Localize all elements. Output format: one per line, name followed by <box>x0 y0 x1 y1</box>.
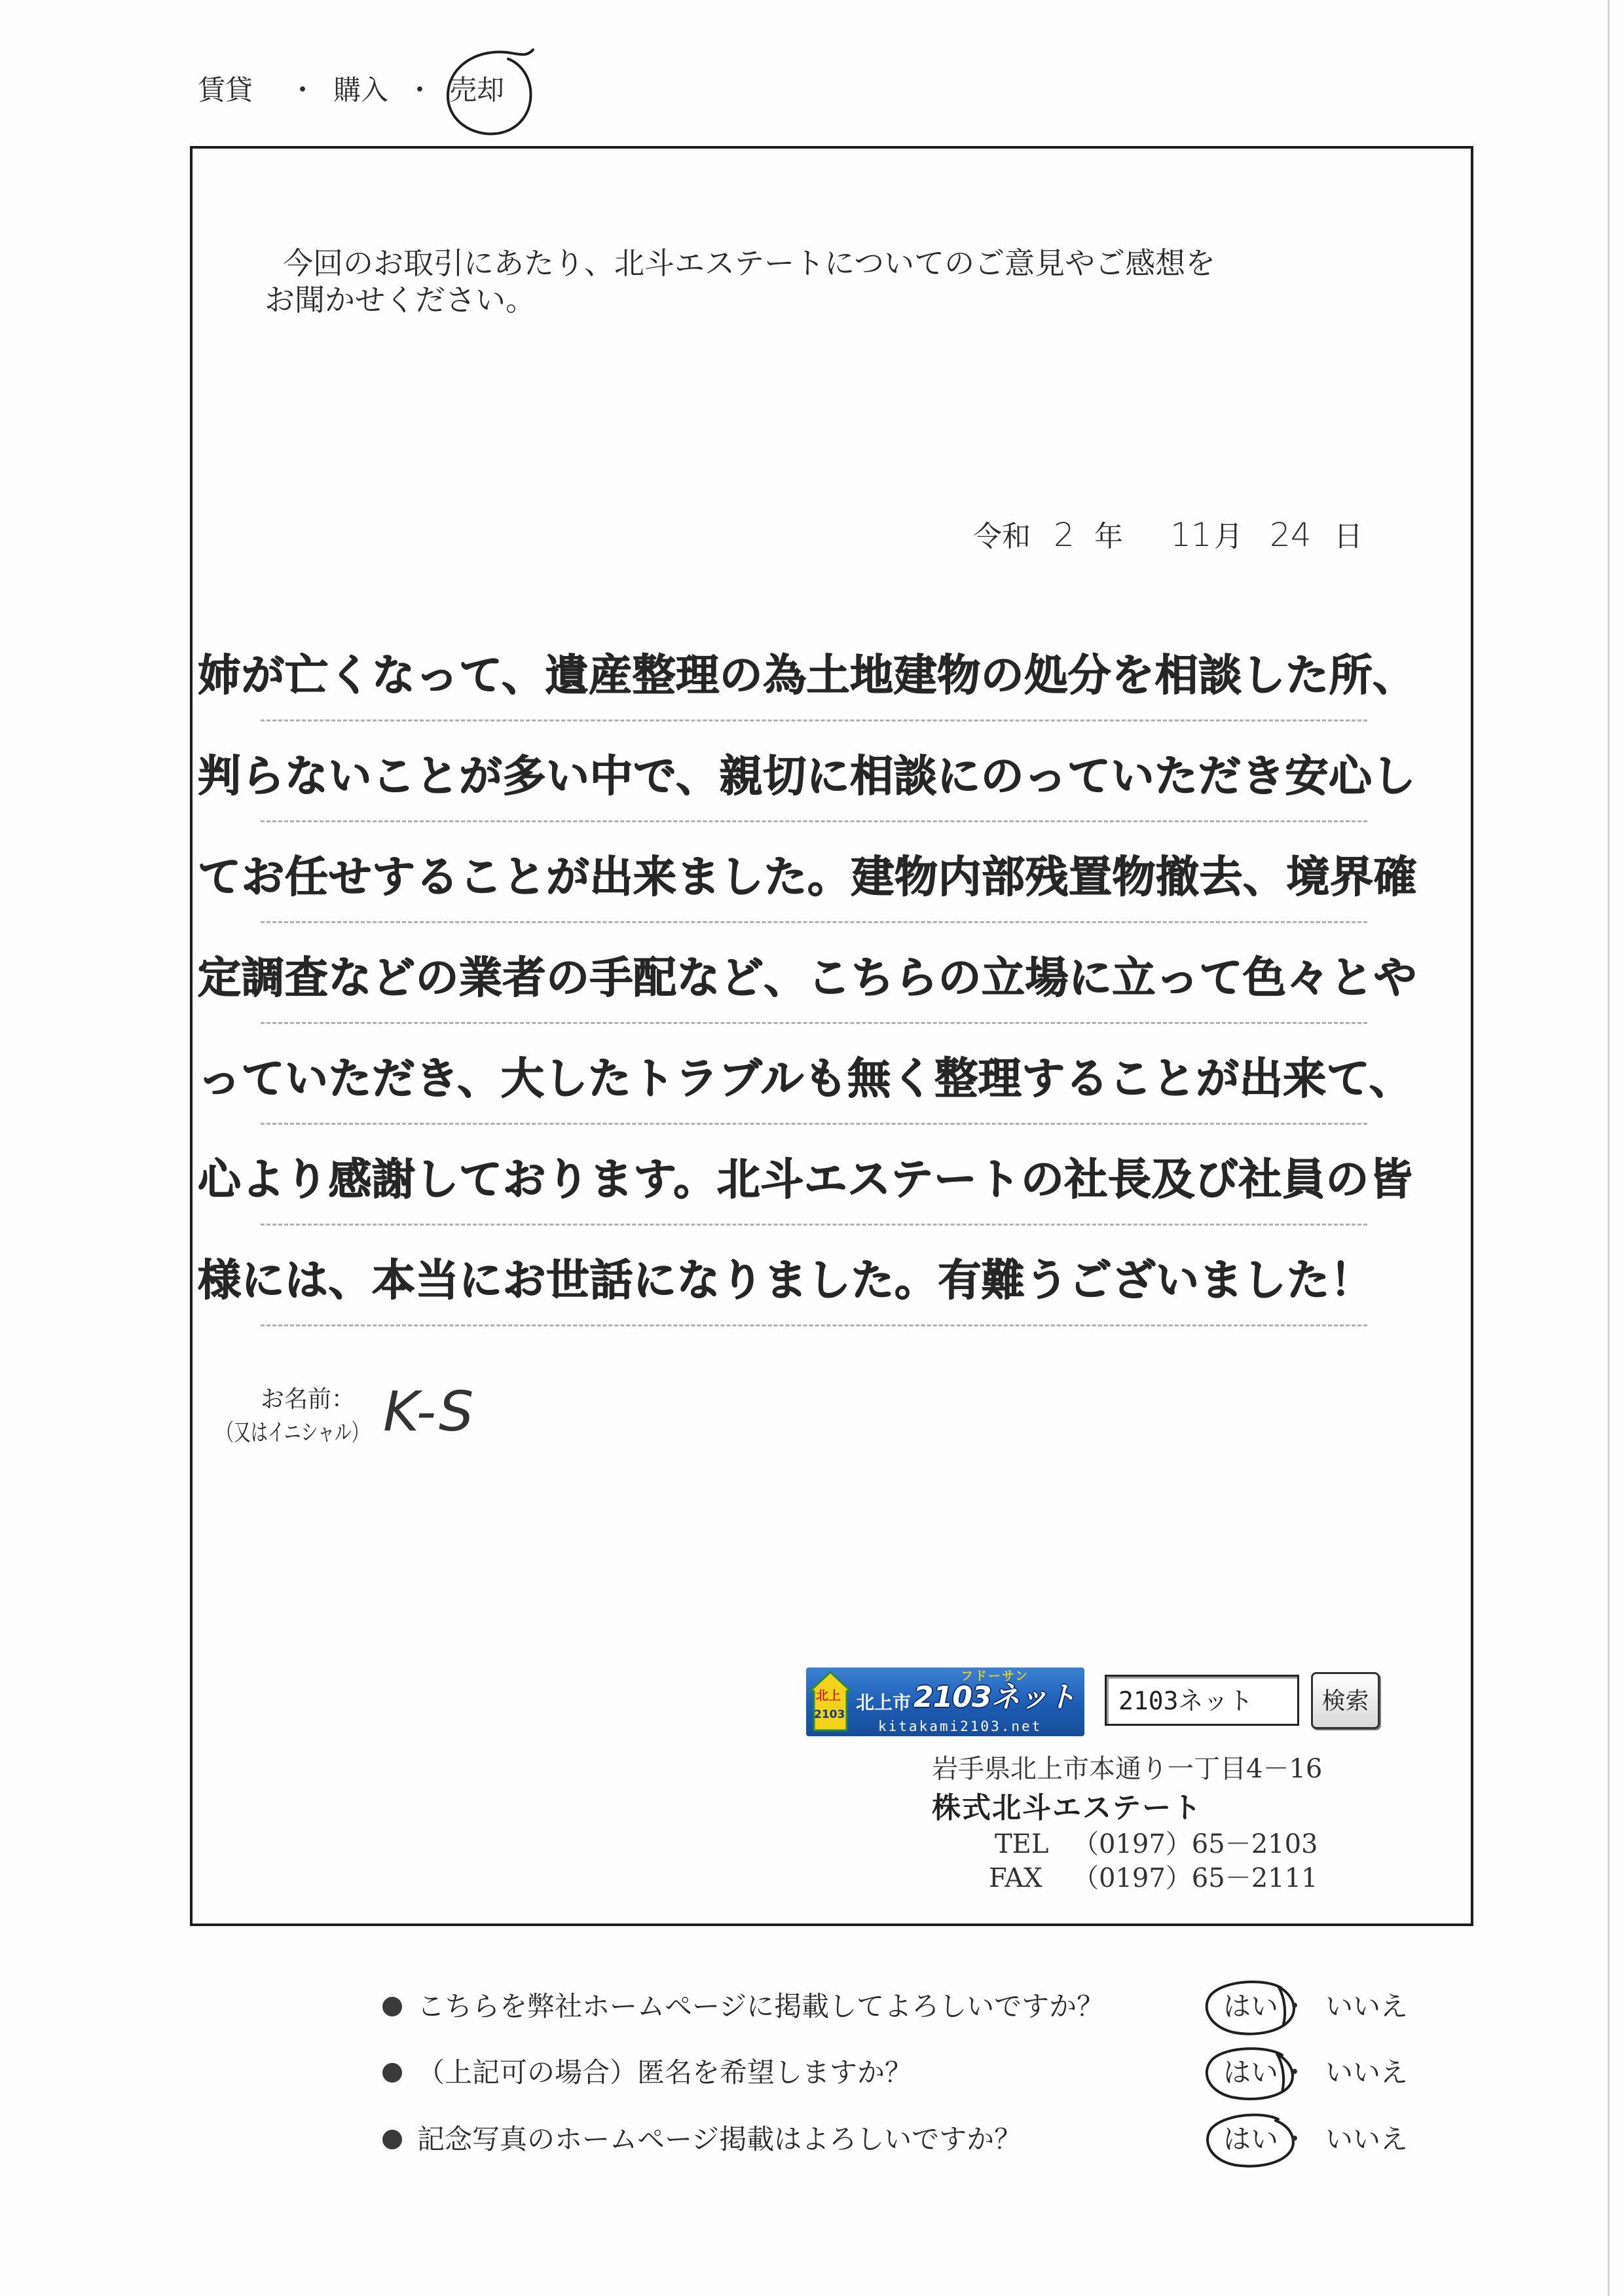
consent-question <box>0 2056 1624 2088</box>
search-button-label: 検索 <box>1321 1688 1369 1715</box>
question-text: 記念写真のホームページ掲載はよろしいですか？ <box>417 2123 1022 2155</box>
bullet-icon <box>382 2063 402 2083</box>
answer-yes <box>1223 2123 1279 2155</box>
answer-no <box>1325 2056 1409 2088</box>
option-purchase-label: 購入 <box>333 74 389 106</box>
comment-line: 心より感謝しております。北斗エステートの社長及び社員の皆 <box>198 1154 1413 1205</box>
comment-row <box>198 751 1468 856</box>
date-day: 24 <box>1270 516 1312 554</box>
search-button-graphic <box>1311 1672 1380 1729</box>
ruled-line <box>261 921 1367 923</box>
question-text: （上記可の場合）匿名を希望しますか？ <box>417 2056 913 2088</box>
answer-yes-label: はい <box>1223 2056 1279 2088</box>
option-separator: ・ <box>289 74 317 106</box>
search-query: 2103ネット <box>1118 1686 1253 1715</box>
company-name: 株式北斗エステート <box>932 1791 1203 1825</box>
consent-question <box>0 2123 1624 2155</box>
consent-question <box>0 1990 1624 2022</box>
ruled-line <box>261 1224 1367 1226</box>
logo-badge-bottom: 2103 <box>814 1708 845 1721</box>
intro-line: お聞かせください。 <box>265 282 536 318</box>
answer-yes-label: はい <box>1223 1990 1279 2022</box>
bullet-icon <box>382 1997 402 2016</box>
comment-row <box>198 953 1468 1057</box>
answer-separator: ・ <box>1281 1990 1309 2022</box>
tel-number: （0197）65－2103 <box>1073 1829 1318 1859</box>
date-era: 令和 <box>973 520 1031 553</box>
date-year: 2 <box>1054 516 1075 554</box>
comment-line: 定調査などの業者の手配など、こちらの立場に立って色々とや <box>198 953 1417 1003</box>
answer-no-label: いいえ <box>1325 2056 1409 2088</box>
comment-line: 様には、本当にお世話になりました。有難うございました！ <box>198 1255 1374 1305</box>
answer-no <box>1325 1990 1409 2022</box>
answer-yes-label: はい <box>1223 2123 1279 2155</box>
answer-separator: ・ <box>1281 2123 1309 2155</box>
ruled-line <box>261 1324 1367 1326</box>
question-text: こちらを弊社ホームページに掲載してよろしいですか？ <box>417 1990 1105 2022</box>
name-note: （又はイニシャル） <box>217 1419 369 1446</box>
fax-label: FAX <box>989 1863 1043 1893</box>
fax-number: （0197）65－2111 <box>1073 1863 1318 1893</box>
ruled-line <box>261 720 1367 721</box>
answer-no <box>1325 2123 1409 2155</box>
intro-line: 今回のお取引にあたり、北斗エステートについてのご意見やご感想を <box>283 246 1216 281</box>
option-sale <box>449 74 505 106</box>
logo-reading: フドーサン <box>961 1669 1029 1683</box>
logo-city: 北上市 <box>856 1692 912 1713</box>
comment-row <box>198 1053 1468 1158</box>
ruled-line <box>261 1123 1367 1125</box>
hand-drawn-circle-mark <box>440 47 538 142</box>
answer-yes <box>1223 2056 1279 2088</box>
name-label: お名前： <box>261 1386 356 1413</box>
date-month: 11 <box>1170 516 1212 554</box>
option-purchase <box>333 74 389 106</box>
date-line <box>973 517 1366 559</box>
comment-line: 姉が亡くなって、遺産整理の為土地建物の処分を相談した所、 <box>198 650 1416 701</box>
comment-line: 判らないことが多い中で、親切に相談にのっていただき安心し <box>198 751 1416 801</box>
intro-text <box>265 245 1215 318</box>
option-rent <box>198 74 253 106</box>
date-year-unit: 年 <box>1094 520 1123 553</box>
ruled-line <box>261 820 1367 822</box>
comment-line: てお任せすることが出来ました。建物内部残置物撤去、境界確 <box>198 852 1417 902</box>
handwritten-initials: K-S <box>383 1379 477 1444</box>
scan-edge-line <box>1608 0 1610 2296</box>
answer-yes <box>1223 1990 1279 2022</box>
answer-no-label: いいえ <box>1325 2123 1409 2155</box>
bullet-icon <box>382 2130 402 2149</box>
company-logo <box>806 1667 1084 1736</box>
search-box-graphic <box>1105 1675 1299 1726</box>
comment-row <box>198 1154 1468 1259</box>
date-day-unit: 日 <box>1334 520 1363 553</box>
tel-label: TEL <box>995 1829 1049 1859</box>
ruled-line <box>261 1022 1367 1024</box>
date-month-unit: 月 <box>1214 520 1243 553</box>
company-address: 岩手県北上市本通り一丁目4－16 <box>932 1754 1323 1784</box>
comment-row <box>198 1255 1468 1360</box>
comment-row <box>198 852 1468 957</box>
answer-no-label: いいえ <box>1325 1990 1409 2022</box>
logo-url: kitakami2103.net <box>878 1719 1043 1734</box>
comment-line: っていただき、大したトラブルも無く整理することが出来て、 <box>198 1053 1413 1104</box>
option-rent-label: 賃貸 <box>198 74 253 106</box>
comment-row <box>198 650 1468 755</box>
logo-brand: 2103ネット <box>913 1681 1076 1714</box>
option-separator: ・ <box>406 74 434 106</box>
option-sale-label: 売却 <box>449 74 505 106</box>
logo-badge-top: 北上 <box>816 1688 841 1703</box>
answer-separator: ・ <box>1281 2056 1309 2088</box>
